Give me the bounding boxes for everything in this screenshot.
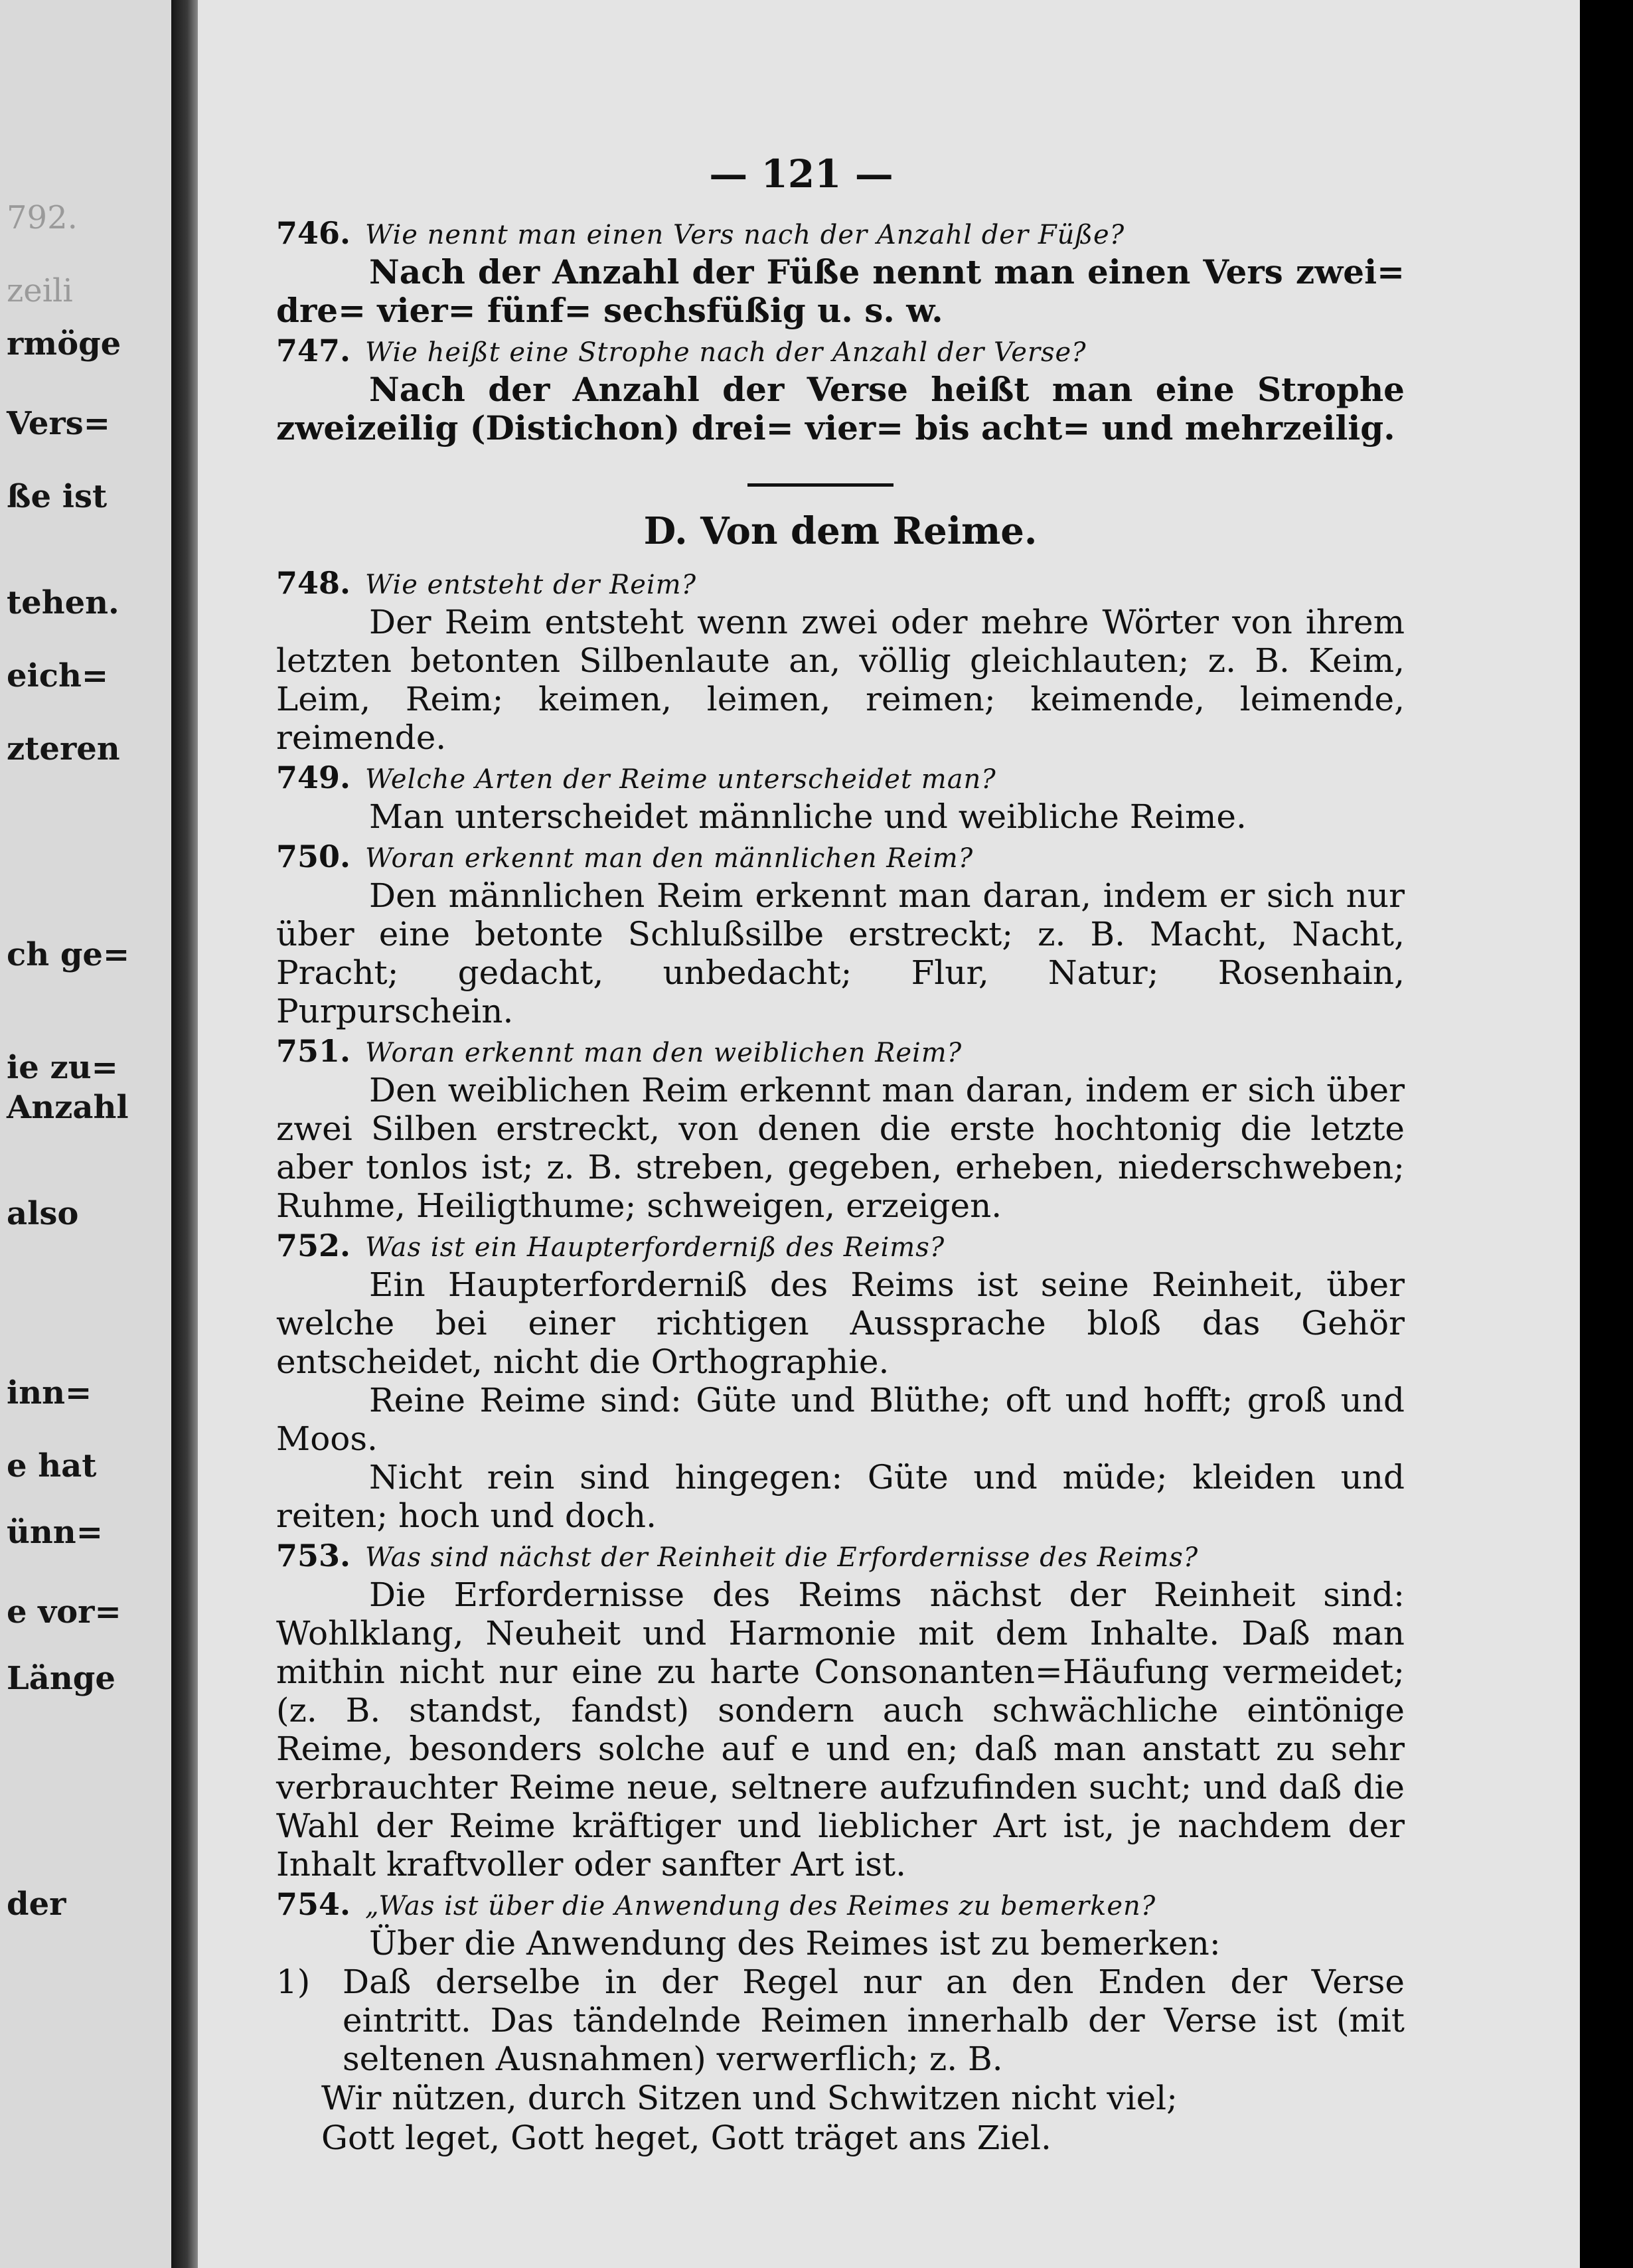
- book-gutter: [171, 0, 198, 2268]
- question-747: [276, 333, 1405, 447]
- left-page-text-fragment: Länge: [7, 1660, 116, 1697]
- question-752: [276, 1228, 1405, 1535]
- answer-example: Nicht rein sind hingegen: Güte und müde; kleiden und reiten; hoch und doch.: [276, 1458, 1405, 1535]
- question-number: 754.: [276, 1886, 351, 1922]
- left-page-text-fragment: tehen.: [7, 584, 119, 621]
- question-number: 746.: [276, 215, 351, 251]
- left-page-text-fragment: ße ist: [7, 478, 108, 515]
- verse-line: Wir nützen, durch Sitzen und Schwitzen nicht viel;: [321, 2079, 1178, 2117]
- left-page-text-fragment: ie zu=: [7, 1049, 118, 1086]
- left-page-text-fragment: rmöge: [7, 325, 121, 363]
- answer-text: Die Erfordernisse des Reims nächst der Reinheit sind: Wohlklang, Neuheit und Harmonie mit dem Inhalte. Daß man mithin nicht nur eine zu harte Consonanten=Häufung vermeidet; (z. B. standst, fandst) sondern auch schwächliche eintönige Reime, besonders solche auf e und en; daß man anstatt zu sehr verbrauchter Reime neue, seltnere aufzufinden sucht; und daß die Wahl der Reime kräftiger und lieblicher Art ist, je nachdem der Inhalt kraftvoller oder sanfter Art ist.: [276, 1576, 1405, 1884]
- question-number: 748.: [276, 565, 351, 601]
- question-text: Wie nennt man einen Vers nach der Anzahl der Füße?: [365, 220, 1125, 250]
- verse-line: Gott leget, Gott heget, Gott träget ans Ziel.: [321, 2119, 1051, 2157]
- page-number: — 121 —: [709, 151, 894, 197]
- book-page: [198, 0, 1580, 2268]
- left-page-text-fragment: ünn=: [7, 1514, 103, 1551]
- answer-example: Reine Reime sind: Güte und Blüthe; oft und hofft; groß und Moos.: [276, 1381, 1405, 1458]
- question-754: [276, 1886, 1405, 1963]
- question-749: [276, 760, 1405, 836]
- question-text: Wie entsteht der Reim?: [365, 570, 697, 600]
- left-page-text-fragment: also: [7, 1195, 79, 1232]
- question-text: Was sind nächst der Reinheit die Erfordernisse des Reims?: [365, 1542, 1199, 1573]
- left-page-text-fragment: e vor=: [7, 1593, 121, 1631]
- question-748: [276, 565, 1405, 757]
- left-page-text-fragment: eich=: [7, 657, 109, 694]
- question-text: „Was ist über die Anwendung des Reimes zu bemerken?: [365, 1891, 1156, 1921]
- left-page-text-fragment: ch ge=: [7, 936, 130, 973]
- question-number: 747.: [276, 333, 351, 368]
- question-751: [276, 1033, 1405, 1225]
- list-item: [276, 1963, 1405, 2078]
- left-page-text-fragment: der: [7, 1886, 66, 1923]
- question-746: [276, 215, 1405, 330]
- left-page-text-fragment: e hat: [7, 1447, 97, 1485]
- answer-text: Den weiblichen Reim erkennt man daran, indem er sich über zwei Silben erstreckt, von denen die erste hochtonig die letzte aber tonlos ist; z. B. streben, gegeben, erheben, niederschweben; Ruhme, Heiligthume; schweigen, erzeigen.: [276, 1071, 1405, 1225]
- answer-text: Man unterscheidet männliche und weibliche Reime.: [369, 797, 1247, 836]
- answer-text: Ein Haupterforderniß des Reims ist seine Reinheit, über welche bei einer richtigen Aussprache bloß das Gehör entscheidet, nicht die Orthographie.: [276, 1265, 1405, 1381]
- question-number: 751.: [276, 1033, 351, 1069]
- list-item-text: Daß derselbe in der Regel nur an den Enden der Verse eintritt. Das tändelnde Reimen innerhalb der Verse ist (mit seltenen Ausnahmen) verwerflich; z. B.: [343, 1963, 1405, 2078]
- left-page-text-fragment: zeili: [7, 272, 73, 309]
- left-page-text-fragment: 792.: [7, 199, 78, 236]
- question-text: Woran erkennt man den weiblichen Reim?: [365, 1038, 963, 1068]
- left-page-text-fragment: zteren: [7, 730, 120, 768]
- list-item-number: 1): [276, 1963, 311, 2001]
- section-heading: D. Von dem Reime.: [643, 509, 1038, 553]
- question-number: 752.: [276, 1228, 351, 1263]
- question-text: Was ist ein Haupterforderniß des Reims?: [365, 1232, 945, 1263]
- left-page-fragment: [0, 0, 171, 2268]
- left-page-text-fragment: inn=: [7, 1374, 92, 1412]
- answer-text: Der Reim entsteht wenn zwei oder mehre Wörter von ihrem letzten betonten Silbenlaute an, völlig gleichlauten; z. B. Keim, Leim, Reim; keimen, leimen, reimen; keimende, leimende, reimende.: [276, 603, 1405, 757]
- question-number: 750.: [276, 839, 351, 874]
- question-number: 749.: [276, 760, 351, 795]
- answer-text: Den männlichen Reim erkennt man daran, indem er sich nur über eine betonte Schlußsilbe erstreckt; z. B. Macht, Nacht, Pracht; gedacht, unbedacht; Flur, Natur; Rosenhain, Purpurschein.: [276, 876, 1405, 1030]
- page-content: [276, 212, 1405, 2158]
- question-number: 753.: [276, 1538, 351, 1574]
- verse-example: [276, 2078, 1405, 2158]
- question-text: Wie heißt eine Strophe nach der Anzahl der Verse?: [365, 337, 1087, 368]
- answer-text: Nach der Anzahl der Füße nennt man einen Vers zwei= dre= vier= fünf= sechsfüßig u. s. w.: [276, 252, 1405, 330]
- section-divider: [747, 483, 894, 487]
- left-page-text-fragment: Vers=: [7, 405, 110, 442]
- answer-text: Über die Anwendung des Reimes ist zu bemerken:: [369, 1924, 1221, 1963]
- question-text: Welche Arten der Reime unterscheidet man?: [365, 764, 996, 795]
- question-750: [276, 839, 1405, 1030]
- page-edge-shadow: [1580, 0, 1633, 2268]
- question-753: [276, 1538, 1405, 1884]
- question-text: Woran erkennt man den männlichen Reim?: [365, 843, 974, 874]
- answer-text: Nach der Anzahl der Verse heißt man eine Strophe zweizeilig (Distichon) drei= vier= bis acht= und mehrzeilig.: [276, 370, 1405, 447]
- left-page-text-fragment: Anzahl: [7, 1089, 129, 1126]
